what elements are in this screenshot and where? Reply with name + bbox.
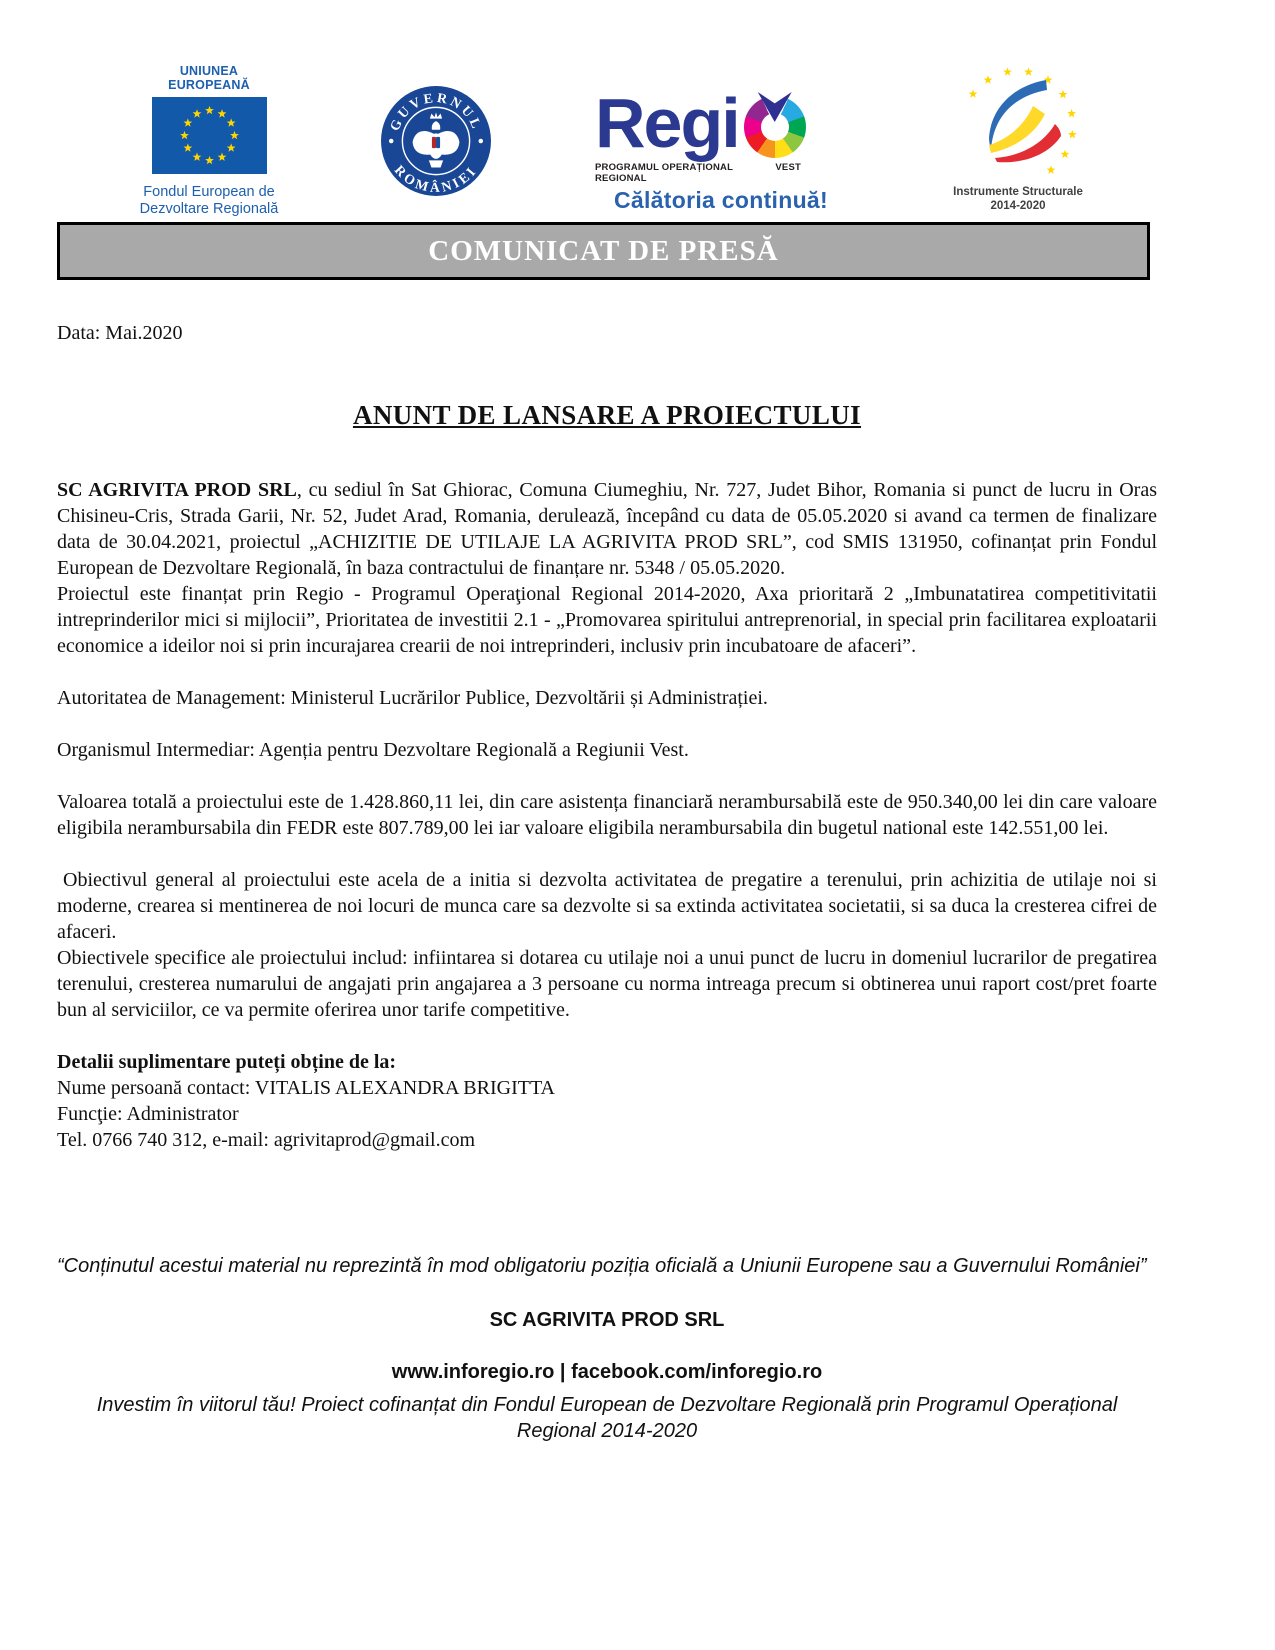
eu-flag-logo [138, 64, 280, 218]
structural-instruments-years: 2014-2020 [990, 200, 1046, 212]
contact-heading: Detalii suplimentare puteți obține de la: [57, 1051, 397, 1073]
paragraph-project-intro-text: , cu sediul în Sat Ghiorac, Comuna Ciumeghiu, Nr. 727, Judet Bihor, Romania si punct de lucru in Oras Chisineu-Cris, Strada Garii, Nr. 52, Judet Arad, Romania, derulează, începând cu data de 05.05.2020 si avand ca termen de finalizare data de 30.04.2021, proiectul „ACHIZITIE DE UTILAJE LA AGRIVITA PROD SRL”, cod SMIS 131950, cofinanțat prin Fondul European de Dezvoltare Regională, în baza contractului de finanțare nr. 5348 / 05.05.2020. [57, 479, 1157, 579]
footer-company: SC AGRIVITA PROD SRL [489, 1309, 725, 1331]
regio-tagline: Călătoria continuă! [613, 187, 828, 213]
paragraph-intermediate-body: Organismul Intermediar: Agenția pentru Dezvoltare Regională a Regiunii Vest. [57, 739, 689, 761]
regio-region-label: VEST [775, 162, 801, 173]
press-release-banner [57, 222, 1150, 280]
company-name-lead: SC AGRIVITA PROD SRL [57, 479, 297, 501]
paragraph-project-intro [57, 477, 1157, 581]
contact-role: Funcţie: Administrator [57, 1103, 239, 1125]
contact-person: Nume persoană contact: VITALIS ALEXANDRA BRIGITTA [57, 1077, 555, 1099]
eu-logo-subtitle-2: Dezvoltare Regională [139, 201, 279, 217]
document-footer [57, 1253, 1157, 1444]
structural-instruments-icon [943, 66, 1093, 178]
paragraph-financing: Proiectul este finanțat prin Regio - Programul Operaţional Regional 2014-2020, Axa prioritară 2 „Imbunatatirea competitivitatii intreprinderilor mici si mijlocii”, Prioritatea de investitii 2.1 - „Promovarea spiritului antreprenorial, in special prin facilitarea exploatarii economice a ideilor noi si prin incurajarea crearii de noi intreprinderi, inclusiv prin incubatoare de afaceri”. [57, 583, 1157, 657]
eu-flag-icon [152, 97, 267, 174]
paragraph-total-value: Valoarea totală a proiectului este de 1.428.860,11 lei, din care asistența financiară nerambursabilă este de 950.340,00 lei din care valoare eligibila nerambursabila din FEDR este 807.789,00 lei iar valoare eligibila nerambursabila din bugetul national este 142.551,00 lei. [57, 791, 1157, 839]
document-title: ANUNT DE LANSARE A PROIECTULUI [352, 400, 862, 430]
footer-links: www.inforegio.ro | facebook.com/inforegio.ro [391, 1361, 823, 1383]
contact-phone-email: Tel. 0766 740 312, e-mail: agrivitaprod@gmail.com [57, 1129, 476, 1151]
regio-color-wheel-icon [744, 96, 806, 158]
seal-text-bottom: ROMÂNIEI [391, 162, 481, 196]
structural-instruments-logo [942, 66, 1094, 213]
eu-logo-subtitle-1: Fondul European de [143, 184, 275, 200]
banner-title: COMUNICAT DE PRESĂ [428, 234, 779, 267]
structural-instruments-label: Instrumente Structurale [953, 186, 1083, 198]
document-body [57, 320, 1157, 1444]
regio-logo [595, 86, 847, 214]
footer-tagline: Investim în viitorul tău! Proiect cofinanțat din Fondul European de Dezvoltare Regională prin Programul Operațional Regional 2014-2020 [96, 1394, 1118, 1442]
eu-logo-title: UNIUNEA EUROPEANĂ [168, 64, 250, 92]
seal-text-top: GUVERNUL [386, 89, 486, 133]
paragraph-general-objective: Obiectivul general al proiectului este acela de a initia si dezvolta activitatea de pregatire a terenului, prin achizitia de utilaje noi si moderne, crearea si mentinerea de noi locuri de munca care sa dezvolte si sa extinda activitatea societatii, si sa duca la cresterea cifrei de afaceri. [57, 869, 1157, 943]
regio-program-label: PROGRAMUL OPERAȚIONAL REGIONAL [595, 162, 733, 184]
government-seal-icon [380, 85, 492, 197]
paragraph-management-authority: Autoritatea de Management: Ministerul Lucrărilor Publice, Dezvoltării și Administrației. [57, 687, 768, 709]
footer-disclaimer: “Conținutul acestui material nu reprezintă în mod obligatoriu poziția oficială a Uniunii Europene sau a Guvernului României” [57, 1255, 1147, 1277]
romanian-government-seal [379, 85, 493, 202]
paragraph-specific-objectives: Obiectivele specifice ale proiectului includ: infiintarea si dotarea cu utilaje noi a unui punct de lucru in domeniul lucrarilor de pregatirea terenului, cresterea numarului de angajati prin angajarea a 3 persoane cu norma intreaga precum si obtinerea unui raport cost/pret foarte bun al serviciilor, ce va permite oferirea unor tarife competitive. [57, 947, 1157, 1021]
regio-wordmark: Regi [595, 84, 739, 162]
date-line: Data: Mai.2020 [57, 322, 183, 344]
